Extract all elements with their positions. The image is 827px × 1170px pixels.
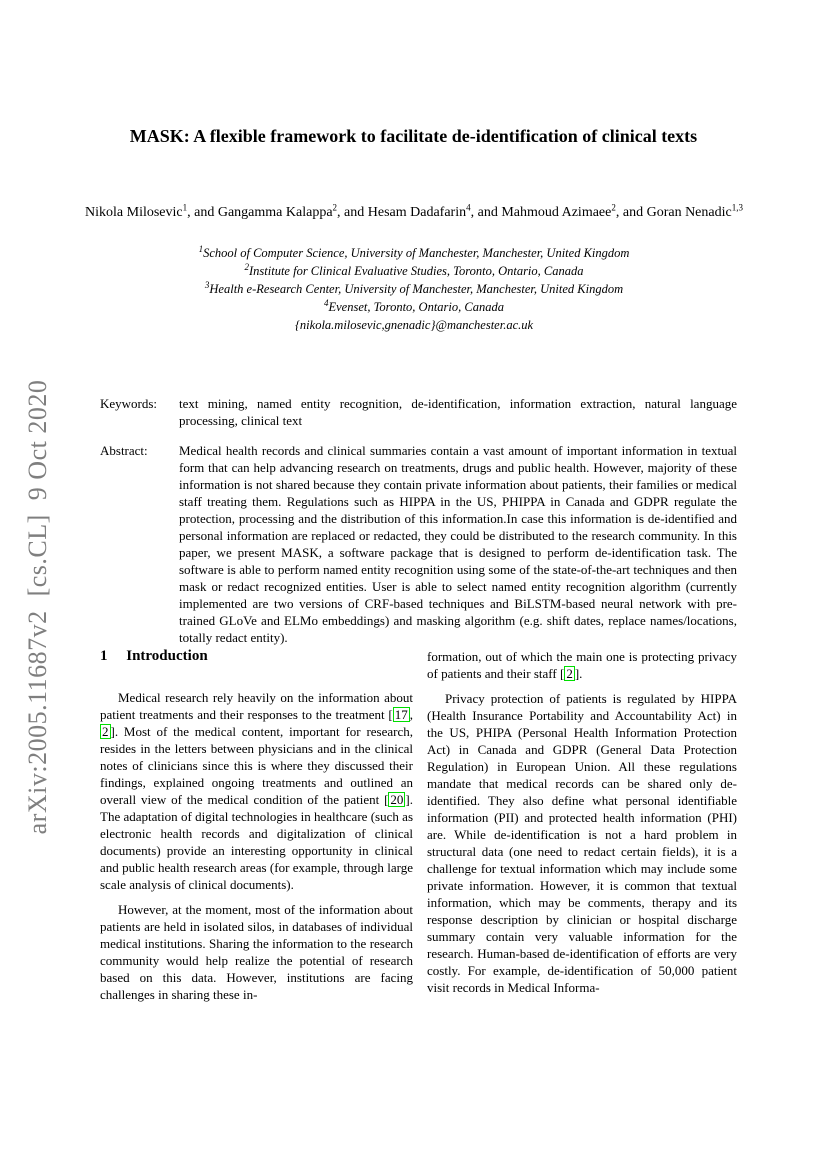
column-left-body <box>100 689 413 1003</box>
paragraph: formation, out of which the main one is protecting privacy of patients and their staff [ 2 ]. <box>427 649 737 681</box>
affiliation-sup: 2 <box>244 261 249 272</box>
column-right-body <box>427 648 737 996</box>
author-affil-sup: 2 <box>332 202 338 213</box>
citation-link[interactable]: 2 <box>566 666 573 681</box>
affiliation-sup: 1 <box>198 243 204 254</box>
page-title: MASK: A flexible framework to facilitate de-identification of clinical texts <box>129 126 698 146</box>
section-heading <box>100 648 413 665</box>
author-affil-sup: 4 <box>466 202 471 213</box>
paragraph: However, at the moment, most of the information about patients are held in isolated silos, in databases of individual medical institutions. Sharing the information to the research community would help realize the potential of research based on this data. However, institutions are facing challenges in sharing these in- <box>100 902 413 1002</box>
abstract-label: Abstract: <box>100 443 148 458</box>
author-affil-sup: 2 <box>611 202 616 213</box>
affiliations-block <box>64 244 764 334</box>
citation-link[interactable]: 20 <box>390 792 404 807</box>
authors-line: Nikola Milosevic$^1$, and Gangamma Kalappa$^2$, and Hesam Dadafarin$^4$, and Mahmoud Azimaee$^2$, and Goran Nenadic$^{1,3}$ <box>85 202 743 220</box>
keywords-row <box>100 395 737 429</box>
affiliation-line: $^4$Evenset, Toronto, Ontario, Canada <box>324 297 504 314</box>
email-line: {nikola.milosevic,gnenadic}@manchester.ac.uk <box>294 318 534 332</box>
author-affil-sup: 1,3 <box>731 202 743 213</box>
keywords-text: text mining, named entity recognition, de-identification, information extraction, natural language processing, clinical text <box>179 396 737 428</box>
abstract-row <box>100 442 737 646</box>
affiliation-line: $^1$School of Computer Science, University of Manchester, Manchester, United Kingdom <box>198 243 630 260</box>
abstract-text: Medical health records and clinical summaries contain a vast amount of important information in textual form that can help advancing research on treatments, drugs and public health. However, majority of these information is not shared because they contain private information about patients, their families or medical staff treating them. Regulations such as HIPPA in the US, PHIPPA in Canada and GDPR regulate the protection, processing and the distribution of this information.In case this information is de-identified and personal information are replaced or redacted, they could be distributed to the research community. In this paper, we present MASK, a software package that is designed to perform de-identification task. The software is able to perform named entity recognition using some of the state-of-the-art techniques and then mask or redact recognized entities. User is able to select named entity recognition algorithm (currently implemented are two versions of CRF-based techniques and BiLSTM-based neural network with pre-trained GLoVe and ELMo embeddings) and masking algorithm (e.g. shift dates, replace names/locations, totally redact entity). <box>179 443 737 645</box>
section-title: Introduction <box>126 648 208 664</box>
affiliation-sup: 3 <box>204 279 210 290</box>
affiliation-sup: 4 <box>324 297 329 308</box>
paragraph: Medical research rely heavily on the information about patient treatments and their responses to the treatment [ 17 , 2 ]. Most of the medical content, important for research, resides in the letters between physicians and in the clinical notes of clinicians since this is where they discussed their findings, explained ongoing treatments and outlined an overall view of the medical condition of the patient [ 20 ]. The adaptation of digital technologies in healthcare (such as electronic health records and digitalization of clinical documents) provide an interesting opportunity in clinical and public health research areas (for example, through large scale analysis of clinical documents). <box>100 690 413 892</box>
column-right <box>427 648 737 996</box>
affiliation-line: $^3$Health e-Research Center, University of Manchester, Manchester, United Kingdom <box>204 279 624 296</box>
section-number: 1 <box>100 648 108 664</box>
citation-link[interactable]: 17 <box>394 707 408 722</box>
paragraph: Privacy protection of patients is regulated by HIPPA (Health Insurance Portability and Accountability Act) in the US, PHIPA (Personal Health Information Protection Act) in Canada and GDPR (General Data Protection Regulation) in European Union. All these regulations mandate that medical records can be shared only de-identified. They also define what personal identifiable information (PII) and protected health information (PHI) are. While de-identification is not a hard problem in structural data (one need to redact certain fields), it is a challenge for textual information which may include some private information. However, it is common that textual information, which may be comments, therapy and its response description by clinician or hospital discharge summary contain very valuable information for the research. Human-based de-identification of efforts are very costly. For example, de-identification of 50,000 patient visit records in Medical Informa- <box>427 691 737 995</box>
column-left <box>100 648 413 1003</box>
author-affil-sup: 1 <box>182 202 188 213</box>
citation-link[interactable]: 2 <box>102 724 109 739</box>
keywords-label: Keywords: <box>100 396 158 411</box>
arxiv-watermark: arXiv:2005.11687v2 [cs.CL] 9 Oct 2020 <box>23 379 52 835</box>
affiliation-line: $^2$Institute for Clinical Evaluative Studies, Toronto, Ontario, Canada <box>244 261 584 278</box>
